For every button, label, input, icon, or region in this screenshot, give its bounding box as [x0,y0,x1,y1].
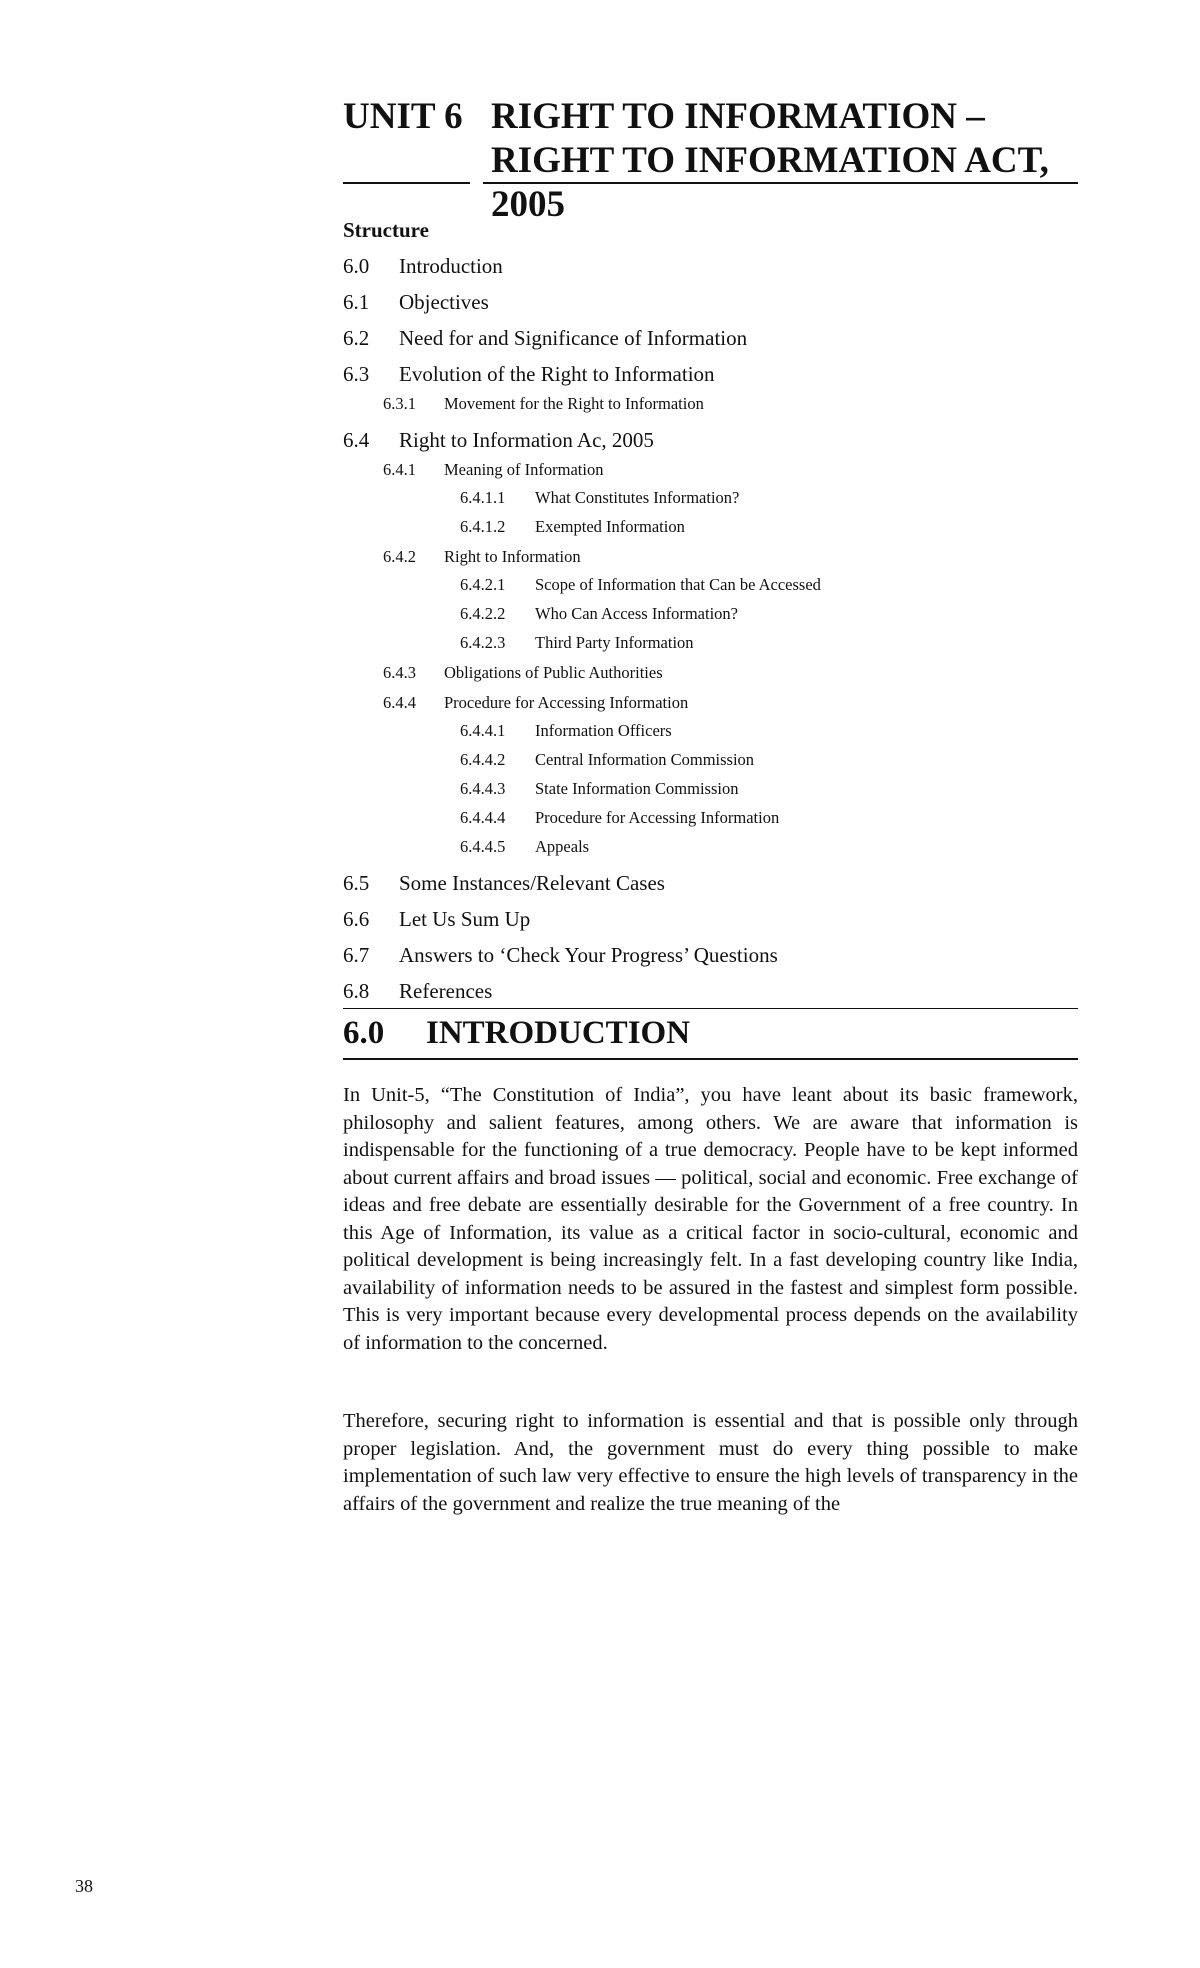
toc-item-number: 6.4.4 [383,693,416,712]
toc-item-number: 6.1 [343,290,370,314]
toc-item-text: Right to Information [444,547,581,566]
toc-item-number: 6.4.2.3 [460,633,506,652]
page-number: 38 [75,1876,93,1896]
toc-item-text: Introduction [399,254,503,278]
toc-item-text: Procedure for Accessing Information [444,693,689,712]
toc-item-text: What Constitutes Information? [535,488,740,507]
toc-item-number: 6.3 [343,362,370,386]
toc-item-text: Exempted Information [535,517,685,536]
toc-item-number: 6.3.1 [383,394,416,413]
toc-item-number: 6.4.4.3 [460,779,506,798]
toc-item-text: Appeals [535,837,590,856]
toc-item-number: 6.4.2.2 [460,604,506,623]
section-number: 6.0 [343,1015,385,1051]
toc-item-text: State Information Commission [535,779,739,798]
toc-item-number: 6.4.2 [383,547,416,566]
toc-item-text: Procedure for Accessing Information [535,808,780,827]
toc-item-text: Movement for the Right to Information [444,394,704,413]
toc-item-text: Some Instances/Relevant Cases [399,871,665,895]
toc-item-text: Third Party Information [535,633,694,652]
toc-item-text: Who Can Access Information? [535,604,738,623]
section-rule-bottom [343,1058,1078,1060]
toc-item-number: 6.4.4.1 [460,721,506,740]
toc-item-number: 6.2 [343,326,370,350]
section-title: INTRODUCTION [426,1015,691,1051]
unit-number: UNIT 6 [343,96,463,137]
toc-item-text: Let Us Sum Up [399,907,531,931]
toc-item-text: Evolution of the Right to Information [399,362,715,386]
toc-item-number: 6.4 [343,428,370,452]
toc-item-number: 6.4.1.1 [460,488,506,507]
toc-item-text: Obligations of Public Authorities [444,663,663,682]
toc-item-text: Answers to ‘Check Your Progress’ Questions [399,943,778,967]
toc-item-text: Information Officers [535,721,672,740]
toc-item-number: 6.7 [343,943,370,967]
toc-item-number: 6.8 [343,979,370,1003]
toc-item-number: 6.4.4.4 [460,808,506,827]
paragraph: Therefore, securing right to information is essential and that is possible only through proper legislation. And, the government must do every thing possible to make implementation of such law very effective to ensure the high levels of transparency in the affairs of the government and realize the true meaning of the [343,1410,1078,1515]
unit-title: RIGHT TO INFORMATION – RIGHT TO INFORMATION ACT, 2005 [491,96,1049,225]
toc-item-text: Central Information Commission [535,750,755,769]
structure-label: Structure [343,218,429,242]
toc-item-text: References [399,979,493,1003]
toc-item-number: 6.4.4.5 [460,837,506,856]
section-rule-top [343,1008,1078,1009]
toc-item-number: 6.4.1.2 [460,517,506,536]
toc-item-number: 6.6 [343,907,370,931]
title-rule-left [343,182,470,184]
toc-item-text: Scope of Information that Can be Accessed [535,575,821,594]
toc-item-number: 6.4.1 [383,460,416,479]
toc-item-text: Need for and Significance of Information [399,326,748,350]
toc-item-number: 6.4.4.2 [460,750,506,769]
toc-item-number: 6.5 [343,871,370,895]
toc-item-text: Meaning of Information [444,460,604,479]
title-rule-right [483,182,1078,184]
toc-item-number: 6.4.2.1 [460,575,506,594]
toc-item-text: Objectives [399,290,489,314]
toc-item-number: 6.0 [343,254,370,278]
paragraph: In Unit-5, “The Constitution of India”, you have leant about its basic framework, philosophy and salient features, among others. We are aware that information is indispensable for the functioning of a true democracy. People have to be kept informed about current affairs and broad issues — political, social and economic. Free exchange of ideas and free debate are essentially desirable for the Government of a free country. In this Age of Information, its value as a critical factor in socio-cultural, economic and political development is being increasingly felt. In a fast developing country like India, availability of information needs to be assured in the fastest and simplest form possible. This is very important because every developmental process depends on the availability of information to the concerned. [343,1084,1078,1354]
toc-item-text: Right to Information Ac, 2005 [399,428,654,452]
toc-item-number: 6.4.3 [383,663,416,682]
